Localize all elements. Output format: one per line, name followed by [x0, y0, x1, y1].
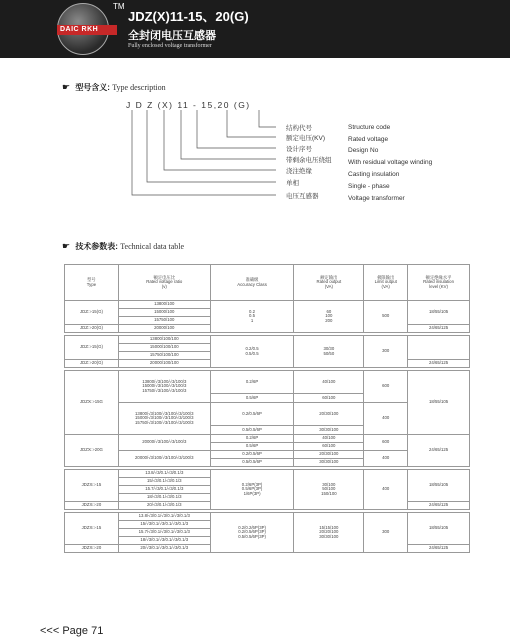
cell-accuracy: 0.5/0.5/6P	[210, 426, 294, 435]
logo-text: DAIC RKH	[60, 26, 99, 33]
cell-insulation	[408, 336, 470, 360]
cell-insulation: 24/65/125	[408, 360, 470, 368]
cell-output: 20/30/100	[294, 451, 364, 459]
cell-type: JDZX□-20	[65, 502, 119, 510]
cell-output: 30/100 50/100 150/100	[294, 470, 364, 510]
cell-output: 40/100	[294, 435, 364, 443]
cell-ratio: 15750/100/100	[118, 352, 210, 360]
product-subtitle-en: Fully enclosed voltage transformer	[128, 43, 212, 49]
cell-type: JDZ□-20(G)	[65, 325, 119, 333]
cell-output: 60 100 200	[294, 301, 364, 333]
cell-limit: 400	[364, 451, 408, 467]
cell-ratio: 13800/√3/100/√3/100/3 15000/√3/100/√3/100/3 15750/√3/100/√3/100/3	[118, 371, 210, 403]
cell-ratio: 13800/√3/100/√3/100/√3/100/3 15000/√3/100/√3/100/√3/100/3 15750/√3/100/√3/100/√3/100/3	[118, 403, 210, 435]
cell-output: 60/100	[294, 443, 364, 451]
cell-insulation: 24/65/125	[408, 325, 470, 333]
cell-ratio: 15000/100/100	[118, 344, 210, 352]
cell-type: JDZX□-20	[65, 545, 119, 553]
technical-data-label-en: Technical data table	[120, 242, 185, 251]
cell-ratio: 20/√3/0.1/√3/0.1/√3/0.1/3	[118, 545, 210, 553]
cell-type: JDZX□-15G	[65, 371, 119, 435]
item-cn-rated-voltage: 额定电压(KV)	[286, 135, 325, 142]
technical-data-table	[64, 264, 470, 553]
item-en-casting-insulation: Casting insulation	[348, 171, 400, 178]
table-header-row	[65, 265, 470, 301]
cell-ratio: 15000/100	[118, 309, 210, 317]
cell-output: 30/30 50/50	[294, 336, 364, 368]
cell-output: 20/30/100	[294, 403, 364, 426]
cell-type: JDZX□-15	[65, 513, 119, 545]
cell-output: 40/100	[294, 371, 364, 394]
cell-type: JDZ□-20(G)	[65, 360, 119, 368]
cell-ratio: 15.7/√3/0.1/√3/0.1/√3/0.1/3	[118, 529, 210, 537]
type-description-label-en: Type description	[112, 83, 166, 92]
cell-output: 60/100	[294, 394, 364, 403]
technical-data-label-cn: 技术参数表:	[75, 242, 118, 251]
type-description-label-cn: 型号含义:	[75, 83, 110, 92]
header-output: 额定输出 Rated output (VA)	[294, 265, 364, 301]
cell-limit: 300	[364, 513, 408, 553]
cell-ratio: 20000/√3/100/√3/100/3	[118, 435, 210, 451]
cell-insulation: 18/55/105	[408, 470, 470, 502]
cell-limit: 400	[364, 403, 408, 435]
table-row	[65, 470, 470, 478]
cell-ratio: 18/√3/0.1/√3/0.1/3	[118, 494, 210, 502]
cell-ratio: 15/√3/0.1/√3/0.1/√3/0.1/3	[118, 521, 210, 529]
item-cn-voltage-transformer: 电压互感器	[286, 193, 319, 200]
item-cn-design-no: 设计序号	[286, 146, 312, 153]
table-row	[65, 435, 470, 443]
header-limit: 极限输出 Limit output (VA)	[364, 265, 408, 301]
type-code: J D Z (X) 11 - 15,20 (G)	[126, 100, 251, 110]
table-row	[65, 371, 470, 394]
cell-ratio: 15750/100	[118, 317, 210, 325]
cell-ratio: 18/√3/0.1/√3/0.1/√3/0.1/3	[118, 537, 210, 545]
header-ratio: 额定电压比 Rated voltage ratio (v)	[118, 265, 210, 301]
footer-arrows: <<<	[40, 625, 60, 637]
header-type: 型号 Type	[65, 265, 119, 301]
cell-accuracy: 0.2 0.5 1	[210, 301, 294, 333]
cell-output: 30/30/100	[294, 426, 364, 435]
item-en-design-no: Design No	[348, 147, 379, 154]
item-en-rated-voltage: Rated voltage	[348, 136, 389, 143]
page-footer	[40, 625, 103, 637]
cell-accuracy: 0.2/0.5 0.5/0.5	[210, 336, 294, 368]
cell-type: JDZ□-15(G)	[65, 301, 119, 325]
cell-limit: 600	[364, 371, 408, 403]
cell-ratio: 15.7/√3/0.1/√3/0.1/3	[118, 486, 210, 494]
table-row	[65, 513, 470, 521]
item-en-structure-code: Structure code	[348, 124, 391, 131]
cell-output: 30/30/100	[294, 459, 364, 467]
cell-ratio: 20000/100/100	[118, 360, 210, 368]
cell-ratio: 13800/100	[118, 301, 210, 309]
cell-ratio: 20000/100	[118, 325, 210, 333]
cell-accuracy: 0.2/6P(3P) 0.5/6P(3P) 1/6P(3P)	[210, 470, 294, 510]
cell-ratio: 13800/100/100	[118, 336, 210, 344]
item-cn-casting-insulation: 浇注绝缘	[286, 168, 312, 175]
item-en-voltage-transformer: Voltage transformer	[348, 195, 405, 202]
header-insulation: 额定绝缘水平 Rated insulation level (KV)	[408, 265, 470, 301]
cell-accuracy: 0.2/0.2/6P(3P) 0.2/0.5/6P(3P) 0.5/0.5/6P(3P)	[210, 513, 294, 553]
pointing-hand-icon: ☛	[62, 241, 71, 251]
item-en-residual-winding: With residual voltage winding	[348, 159, 433, 166]
cell-accuracy: 0.2/0.5/6P	[210, 451, 294, 459]
cell-ratio: 20000/√3/100/√3/100/√3/100/3	[118, 451, 210, 467]
cell-type: JDZX□-20G	[65, 435, 119, 467]
cell-accuracy: 0.5/6P	[210, 394, 294, 403]
pointing-hand-icon: ☛	[62, 82, 71, 92]
cell-accuracy: 0.5/6P	[210, 443, 294, 451]
cell-limit: 400	[364, 470, 408, 510]
cell-ratio: 13.8/√3/0.1/√3/0.1/3	[118, 470, 210, 478]
cell-limit: 300	[364, 336, 408, 368]
header-accuracy: 准确级 Accuracy Class	[210, 265, 294, 301]
trademark-mark: TM	[113, 2, 125, 11]
table-row	[65, 336, 470, 344]
technical-data-heading	[62, 241, 184, 252]
cell-accuracy: 0.5/0.5/6P	[210, 459, 294, 467]
item-en-single-phase: Single - phase	[348, 183, 390, 190]
cell-insulation: 24/65/125	[408, 502, 470, 510]
item-cn-single-phase: 单相	[286, 180, 299, 187]
cell-insulation: 18/55/105	[408, 513, 470, 545]
item-cn-residual-winding: 带剩余电压绕组	[286, 157, 332, 164]
cell-accuracy: 0.2/6P	[210, 371, 294, 394]
cell-limit: 600	[364, 435, 408, 451]
product-title: JDZ(X)11-15、20(G)	[128, 9, 249, 24]
item-cn-structure-code: 结构代号	[286, 125, 312, 132]
cell-type: JDZX□-15	[65, 470, 119, 502]
cell-accuracy: 0.2/6P	[210, 435, 294, 443]
cell-insulation: 18/55/105	[408, 371, 470, 435]
cell-output: 15/15/100 20/20/100 30/30/100	[294, 513, 364, 553]
cell-insulation: 18/55/105	[408, 301, 470, 325]
product-subtitle-cn: 全封闭电压互感器	[128, 29, 216, 42]
page-number: Page 71	[62, 625, 104, 637]
cell-limit: 500	[364, 301, 408, 333]
cell-type: JDZ□-15(G)	[65, 336, 119, 360]
table-row	[65, 301, 470, 309]
cell-ratio: 20/√3/0.1/√3/0.1/3	[118, 502, 210, 510]
cell-accuracy: 0.2/0.5/6P	[210, 403, 294, 426]
cell-insulation: 24/65/125	[408, 435, 470, 467]
cell-ratio: 15/√3/0.1/√3/0.1/3	[118, 478, 210, 486]
cell-ratio: 13.8/√3/0.1/√3/0.1/√3/0.1/3	[118, 513, 210, 521]
cell-insulation: 24/65/125	[408, 545, 470, 553]
